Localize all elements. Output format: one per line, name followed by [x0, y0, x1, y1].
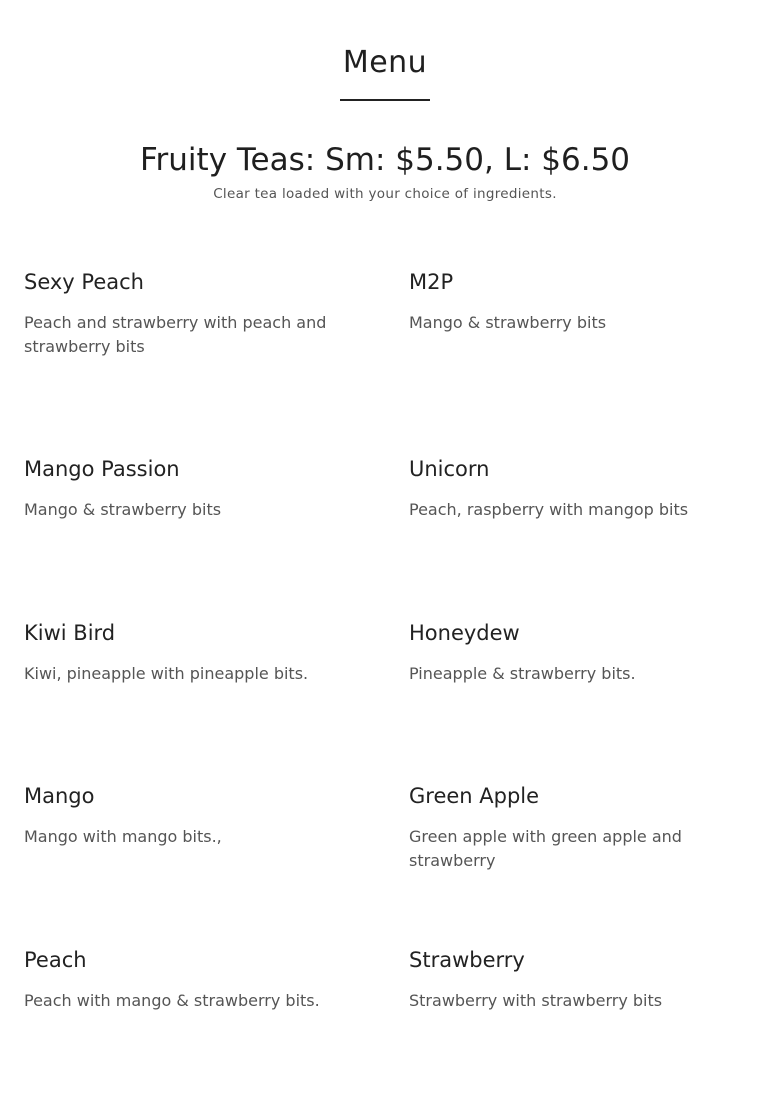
menu-item: [409, 613, 770, 686]
menu-item-description: Mango & strawberry bits: [409, 313, 607, 332]
menu-item-name: Honeydew: [409, 621, 520, 645]
menu-item-description: Kiwi, pineapple with pineapple bits.: [24, 664, 309, 683]
menu-item: [24, 776, 409, 873]
menu-item-description: Strawberry with strawberry bits: [409, 991, 663, 1010]
menu-item-name: Mango: [24, 784, 95, 808]
section-heading: Fruity Teas: Sm: $5.50, L: $6.50: [139, 142, 631, 178]
menu-row: [24, 262, 770, 359]
menu-item-name: Unicorn: [409, 457, 490, 481]
menu-row: [24, 613, 770, 686]
menu-item-name: Strawberry: [409, 948, 525, 972]
menu-item-name: Peach: [24, 948, 87, 972]
menu-item: [409, 776, 770, 873]
menu-item-description: Pineapple & strawberry bits.: [409, 664, 636, 683]
menu-row: [24, 940, 770, 1013]
page-title: Menu: [342, 45, 428, 80]
menu-item-name: Sexy Peach: [24, 270, 144, 294]
menu-item-name: M2P: [409, 270, 454, 294]
menu-item: [24, 613, 409, 686]
menu-header: [0, 44, 770, 82]
menu-item-description: Mango with mango bits.,: [24, 827, 222, 846]
menu-item-name: Kiwi Bird: [24, 621, 116, 645]
menu-item: [409, 449, 770, 522]
menu-item-description: Green apple with green apple and strawberry: [409, 827, 682, 870]
menu-item-description: Mango & strawberry bits: [24, 500, 222, 519]
section-description: Clear tea loaded with your choice of ingredients.: [213, 186, 557, 202]
menu-item: [24, 449, 409, 522]
menu-item: [24, 262, 409, 359]
menu-item-description: Peach, raspberry with mangop bits: [409, 500, 689, 519]
menu-item-name: Green Apple: [409, 784, 540, 808]
menu-row: [24, 449, 770, 522]
menu-item-description: Peach with mango & strawberry bits.: [24, 991, 320, 1010]
menu-row: [24, 776, 770, 873]
menu-item: [24, 940, 409, 1013]
menu-item-description: Peach and strawberry with peach and strawberry bits: [24, 313, 327, 356]
menu-item: [409, 262, 770, 359]
menu-item: [409, 940, 770, 1013]
title-underline: [340, 99, 430, 101]
menu-item-name: Mango Passion: [24, 457, 180, 481]
